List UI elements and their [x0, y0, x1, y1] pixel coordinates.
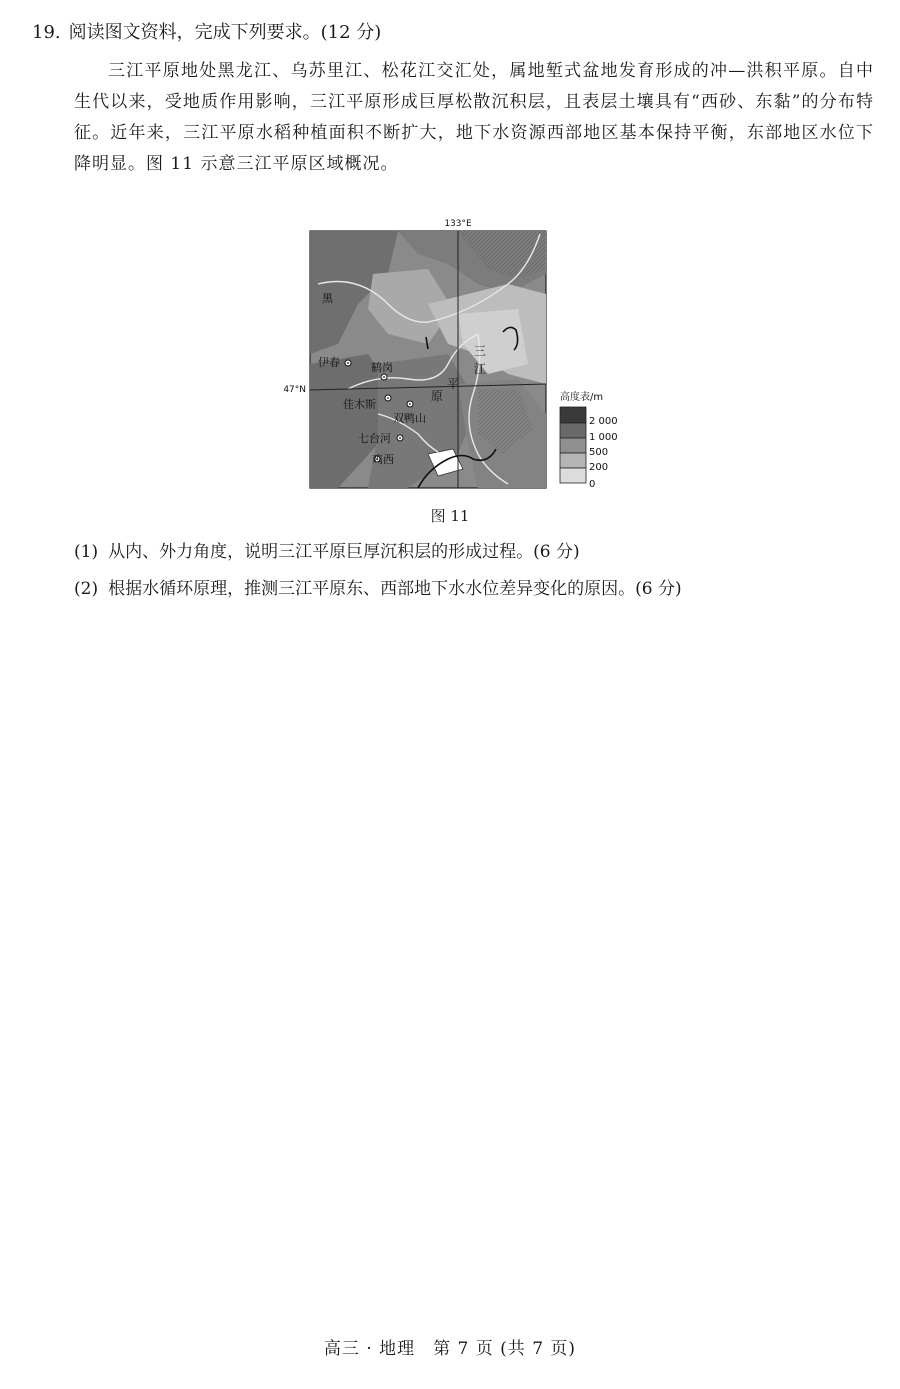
map-svg — [278, 214, 638, 500]
city-label-shuangyashan: 双鸭山 — [393, 412, 426, 425]
legend-swatch-0 — [560, 468, 586, 483]
legend-swatch-2000 — [560, 407, 586, 423]
river-label: 黑 — [322, 292, 333, 305]
legend-swatch-1000 — [560, 423, 586, 438]
sub-question-1 — [74, 539, 580, 565]
city-label-hegang: 鹤岗 — [371, 361, 393, 374]
region-char-2: 江 — [474, 362, 487, 376]
sub-question-1-label: (1) — [74, 542, 99, 562]
city-label-jixi: 鸡西 — [372, 453, 394, 466]
sub-question-2-text: 根据水循环原理，推测三江平原东、西部地下水水位差异变化的原因。(6 分) — [108, 579, 682, 599]
region-char-4: 原 — [431, 389, 444, 403]
legend-label-2000: 2 000 — [589, 416, 618, 427]
city-label-jiamusi: 佳木斯 — [343, 398, 376, 411]
sub-question-2 — [74, 576, 682, 602]
legend-label-200: 200 — [589, 462, 609, 473]
legend-swatch-200 — [560, 453, 586, 468]
question-header — [32, 20, 381, 46]
figure-caption: 图 11 — [430, 507, 470, 525]
legend-title: 高度表/m — [560, 392, 604, 403]
terrain-relief — [310, 231, 546, 488]
page-footer: 高三 · 地理 第 7 页 (共 7 页) — [323, 1339, 577, 1359]
region-char-3: 平 — [447, 377, 460, 391]
figure-map — [278, 214, 638, 500]
city-label-yichun: 伊春 — [318, 356, 340, 369]
legend-swatch-500 — [560, 438, 586, 453]
legend-label-500: 500 — [589, 447, 609, 458]
question-prompt: 阅读图文资料，完成下列要求。(12 分) — [68, 22, 382, 43]
city-label-qitaihe: 七台河 — [358, 432, 391, 445]
elevation-legend — [560, 390, 618, 490]
question-number: 19. — [32, 22, 61, 43]
sub-question-2-label: (2) — [74, 579, 99, 599]
legend-label-0: 0 — [589, 479, 596, 490]
longitude-label: 133°E — [444, 219, 472, 229]
latitude-label: 47°N — [283, 385, 306, 395]
region-char-1: 三 — [474, 344, 487, 358]
passage-text: 三江平原地处黑龙江、乌苏里江、松花江交汇处，属地堑式盆地发育形成的冲—洪积平原。自中生代以来，受地质作用影响，三江平原形成巨厚松散沉积层，且表层土壤具有“西砂、东黏”的分布特征。近年来，三江平原水稻种植面积不断扩大，地下水资源西部地区基本保持平衡，东部地区水位下降明显。图 11 示意三江平原区域概况。 — [74, 61, 874, 174]
sub-question-1-text: 从内、外力角度，说明三江平原巨厚沉积层的形成过程。(6 分) — [108, 542, 580, 562]
legend-label-1000: 1 000 — [589, 432, 618, 443]
